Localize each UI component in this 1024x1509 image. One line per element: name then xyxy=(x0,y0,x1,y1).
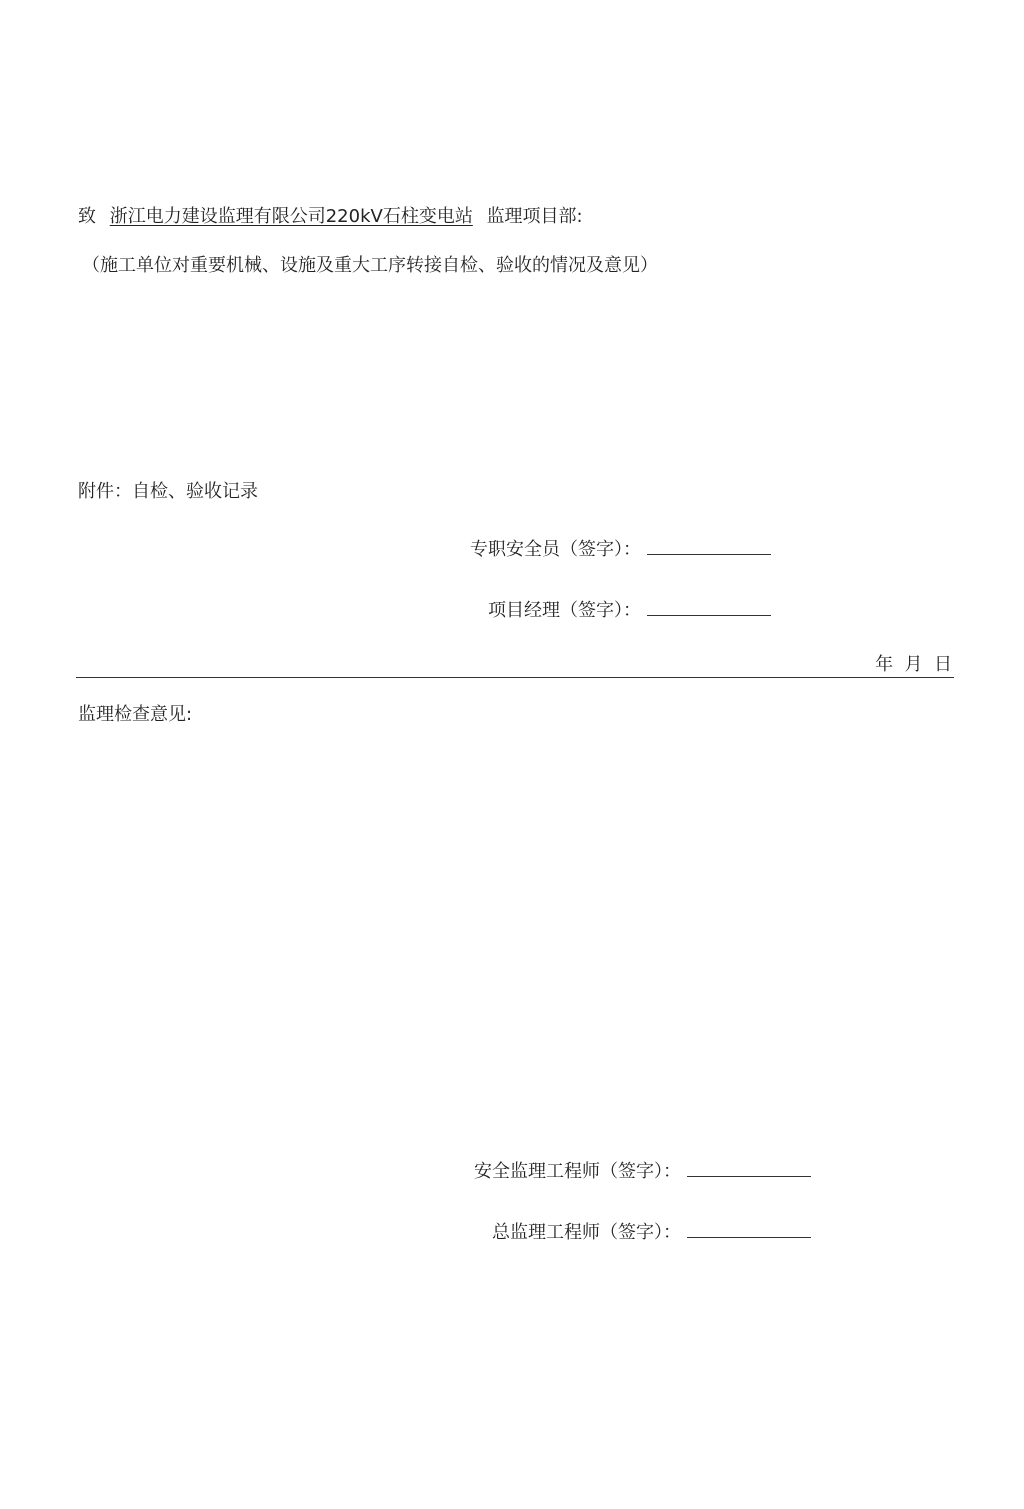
addressee-company-project: 浙江电力建设监理有限公司220kV石柱变电站 xyxy=(109,206,473,227)
project-manager-label: 项目经理（签字）： xyxy=(488,600,641,621)
instruction-text: （施工单位对重要机械、设施及重大工序转接自检、验收的情况及意见） xyxy=(82,255,658,276)
project-manager-signature xyxy=(488,597,771,623)
addressee-line xyxy=(78,205,583,229)
supervision-heading: 监理检查意见: xyxy=(78,704,193,725)
safety-engineer-signature-blank[interactable] xyxy=(687,1158,811,1177)
addressee-prefix: 致 xyxy=(78,206,96,227)
safety-engineer-signature xyxy=(474,1158,811,1184)
safety-officer-signature xyxy=(470,536,771,562)
chief-engineer-signature-blank[interactable] xyxy=(687,1219,811,1238)
attachment-text: 附件：自检、验收记录 xyxy=(78,481,258,502)
chief-engineer-signature xyxy=(492,1219,811,1245)
safety-engineer-label: 安全监理工程师（签字）： xyxy=(474,1161,681,1182)
safety-officer-label: 专职安全员（签字）： xyxy=(470,539,641,560)
date-line: 年 月 日 xyxy=(875,654,952,675)
safety-officer-signature-blank[interactable] xyxy=(647,536,771,555)
chief-engineer-label: 总监理工程师（签字）： xyxy=(492,1222,681,1243)
addressee-department: 监理项目部: xyxy=(486,206,583,227)
project-manager-signature-blank[interactable] xyxy=(647,597,771,616)
section-divider xyxy=(76,677,954,678)
